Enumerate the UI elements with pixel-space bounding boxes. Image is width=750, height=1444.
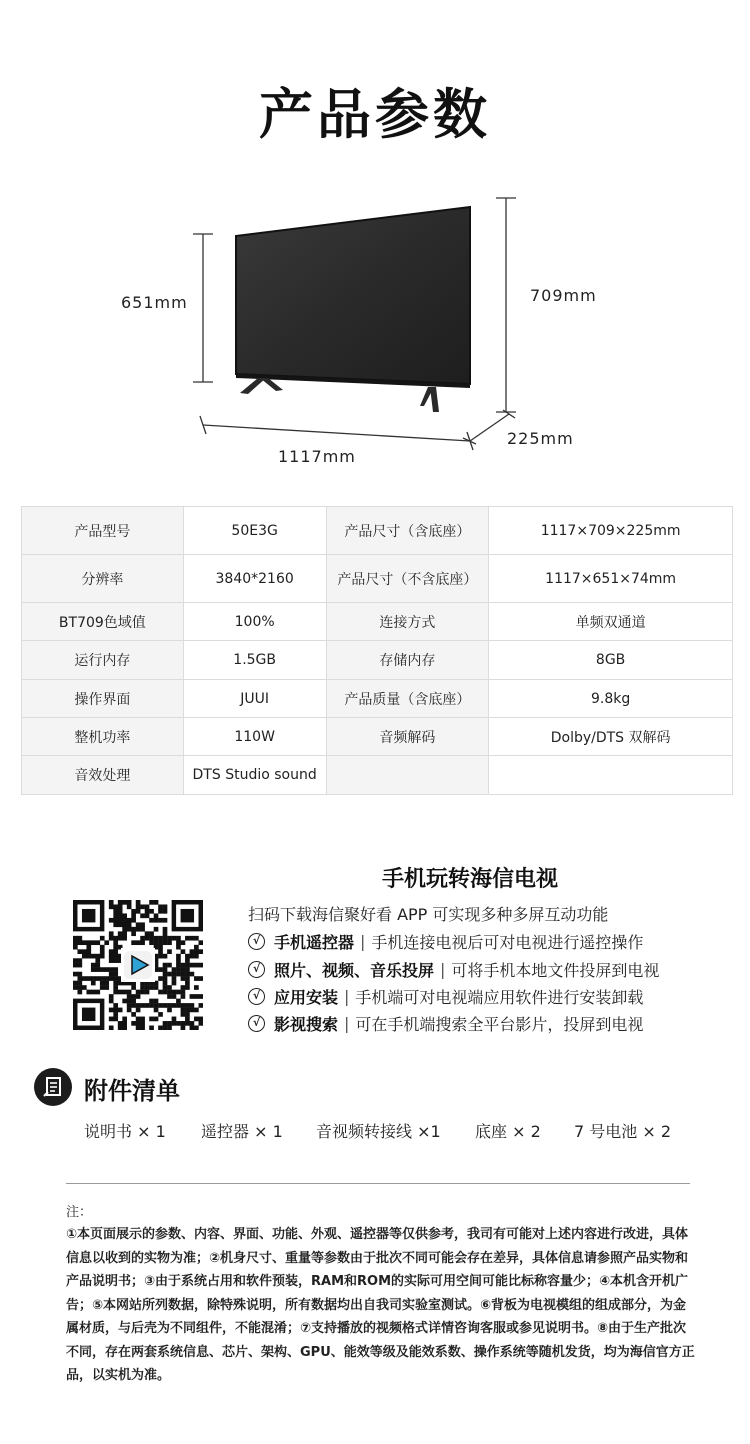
- notes-label: 注：: [66, 1205, 93, 1220]
- table-row: [22, 718, 733, 756]
- feature-item: [248, 985, 643, 1008]
- spec-key: 连接方式: [326, 603, 489, 641]
- spec-key: BT709色域值: [22, 603, 184, 641]
- height-no-stand-label: 651mm: [121, 293, 188, 312]
- spec-value: Dolby/DTS 双解码: [489, 718, 733, 756]
- page-title: 产品参数: [259, 83, 491, 146]
- table-row: [22, 555, 733, 603]
- check-circle-icon: √: [248, 1015, 265, 1032]
- table-row: [22, 756, 733, 795]
- spec-value: 单频双通道: [489, 603, 733, 641]
- spec-value: DTS Studio sound: [183, 756, 326, 795]
- spec-key: 产品质量（含底座）: [326, 680, 489, 718]
- spec-value: 1.5GB: [183, 641, 326, 680]
- table-row: [22, 603, 733, 641]
- spec-value: [489, 756, 733, 795]
- qr-code[interactable]: [73, 900, 203, 1030]
- feature-separator: |: [344, 1014, 350, 1033]
- spec-key: 产品型号: [22, 507, 184, 555]
- spec-value: JUUI: [183, 680, 326, 718]
- feature-separator: |: [360, 932, 366, 951]
- spec-value: 3840*2160: [183, 555, 326, 603]
- accessory-item: 遥控器 × 1: [201, 1122, 283, 1141]
- spec-value: 110W: [183, 718, 326, 756]
- width-label: 1117mm: [278, 447, 356, 466]
- spec-key: [326, 756, 489, 795]
- check-circle-icon: √: [248, 933, 265, 950]
- spec-table: [21, 506, 733, 795]
- depth-label: 225mm: [507, 429, 574, 448]
- spec-key: 运行内存: [22, 641, 184, 680]
- table-row: [22, 680, 733, 718]
- feature-separator: |: [440, 960, 446, 979]
- app-section-title: 手机玩转海信电视: [381, 867, 558, 892]
- feature-desc: 可在手机端搜索全平台影片，投屏到电视: [355, 1015, 644, 1034]
- accessory-item: 音视频转接线 ×1: [316, 1122, 441, 1141]
- spec-key: 音频解码: [326, 718, 489, 756]
- spec-key: 整机功率: [22, 718, 184, 756]
- accessory-item: 说明书 × 1: [84, 1122, 166, 1141]
- check-circle-icon: √: [248, 988, 265, 1005]
- spec-value: 1117×651×74mm: [489, 555, 733, 603]
- accessory-item: 底座 × 2: [475, 1122, 541, 1141]
- divider: [66, 1183, 690, 1184]
- height-no-stand-bracket: [193, 234, 213, 382]
- spec-value: 9.8kg: [489, 680, 733, 718]
- feature-item: [248, 1012, 643, 1035]
- feature-name: 影视搜索: [274, 1015, 339, 1034]
- table-row: [22, 507, 733, 555]
- spec-value: 8GB: [489, 641, 733, 680]
- height-with-stand-bracket: [496, 198, 516, 412]
- width-line: [200, 416, 473, 450]
- tv-screen: [236, 207, 470, 388]
- height-with-stand-label: 709mm: [530, 286, 597, 305]
- feature-name: 手机遥控器: [274, 933, 355, 952]
- feature-item: [248, 958, 659, 981]
- accessory-list-title: 附件清单: [84, 1077, 180, 1105]
- spec-key: 产品尺寸（不含底座）: [326, 555, 489, 603]
- accessory-item: 7 号电池 × 2: [574, 1122, 672, 1141]
- spec-key: 存储内存: [326, 641, 489, 680]
- spec-key: 音效处理: [22, 756, 184, 795]
- spec-key: 产品尺寸（含底座）: [326, 507, 489, 555]
- feature-name: 照片、视频、音乐投屏: [274, 961, 435, 980]
- spec-key: 操作界面: [22, 680, 184, 718]
- feature-separator: |: [344, 987, 350, 1006]
- accessory-list-icon: [34, 1068, 72, 1106]
- table-row: [22, 641, 733, 680]
- spec-value: 100%: [183, 603, 326, 641]
- spec-value: 50E3G: [183, 507, 326, 555]
- spec-value: 1117×709×225mm: [489, 507, 733, 555]
- app-intro-text: 扫码下载海信聚好看 APP 可实现多种多屏互动功能: [248, 905, 609, 924]
- tv-dimension-diagram: [0, 180, 750, 480]
- feature-item: [248, 930, 643, 953]
- feature-desc: 可将手机本地文件投屏到电视: [451, 961, 660, 980]
- spec-key: 分辨率: [22, 555, 184, 603]
- feature-desc: 手机连接电视后可对电视进行遥控操作: [371, 933, 644, 952]
- notes-text: ①本页面展示的参数、内容、界面、功能、外观、遥控器等仅供参考，我司有可能对上述内容进行改进，具体信息以收到的实物为准；②机身尺寸、重量等参数由于批次不同可能会存在差异，具体信息请参照产品实物和产品说明书；③由于系统占用和软件预装，RAM和ROM的实际可用空间可能比标称容量少；④本机含开机广告；⑤本网站所列数据，除特殊说明，所有数据均出自我司实验室测试。⑥背板为电视模组的组成部分，为金属材质，与后壳为不同组件，不能混淆；⑦支持播放的视频格式详情咨询客服或参见说明书。⑧由于生产批次不同，存在两套系统信息、芯片、架构、GPU、能效等级及能效系数、操作系统等随机发货，均为海信官方正品，以实机为准。: [66, 1227, 695, 1383]
- check-circle-icon: √: [248, 961, 265, 978]
- tv-illustration: [0, 180, 750, 480]
- feature-desc: 手机端可对电视端应用软件进行安装卸载: [355, 988, 644, 1007]
- feature-name: 应用安装: [274, 988, 339, 1007]
